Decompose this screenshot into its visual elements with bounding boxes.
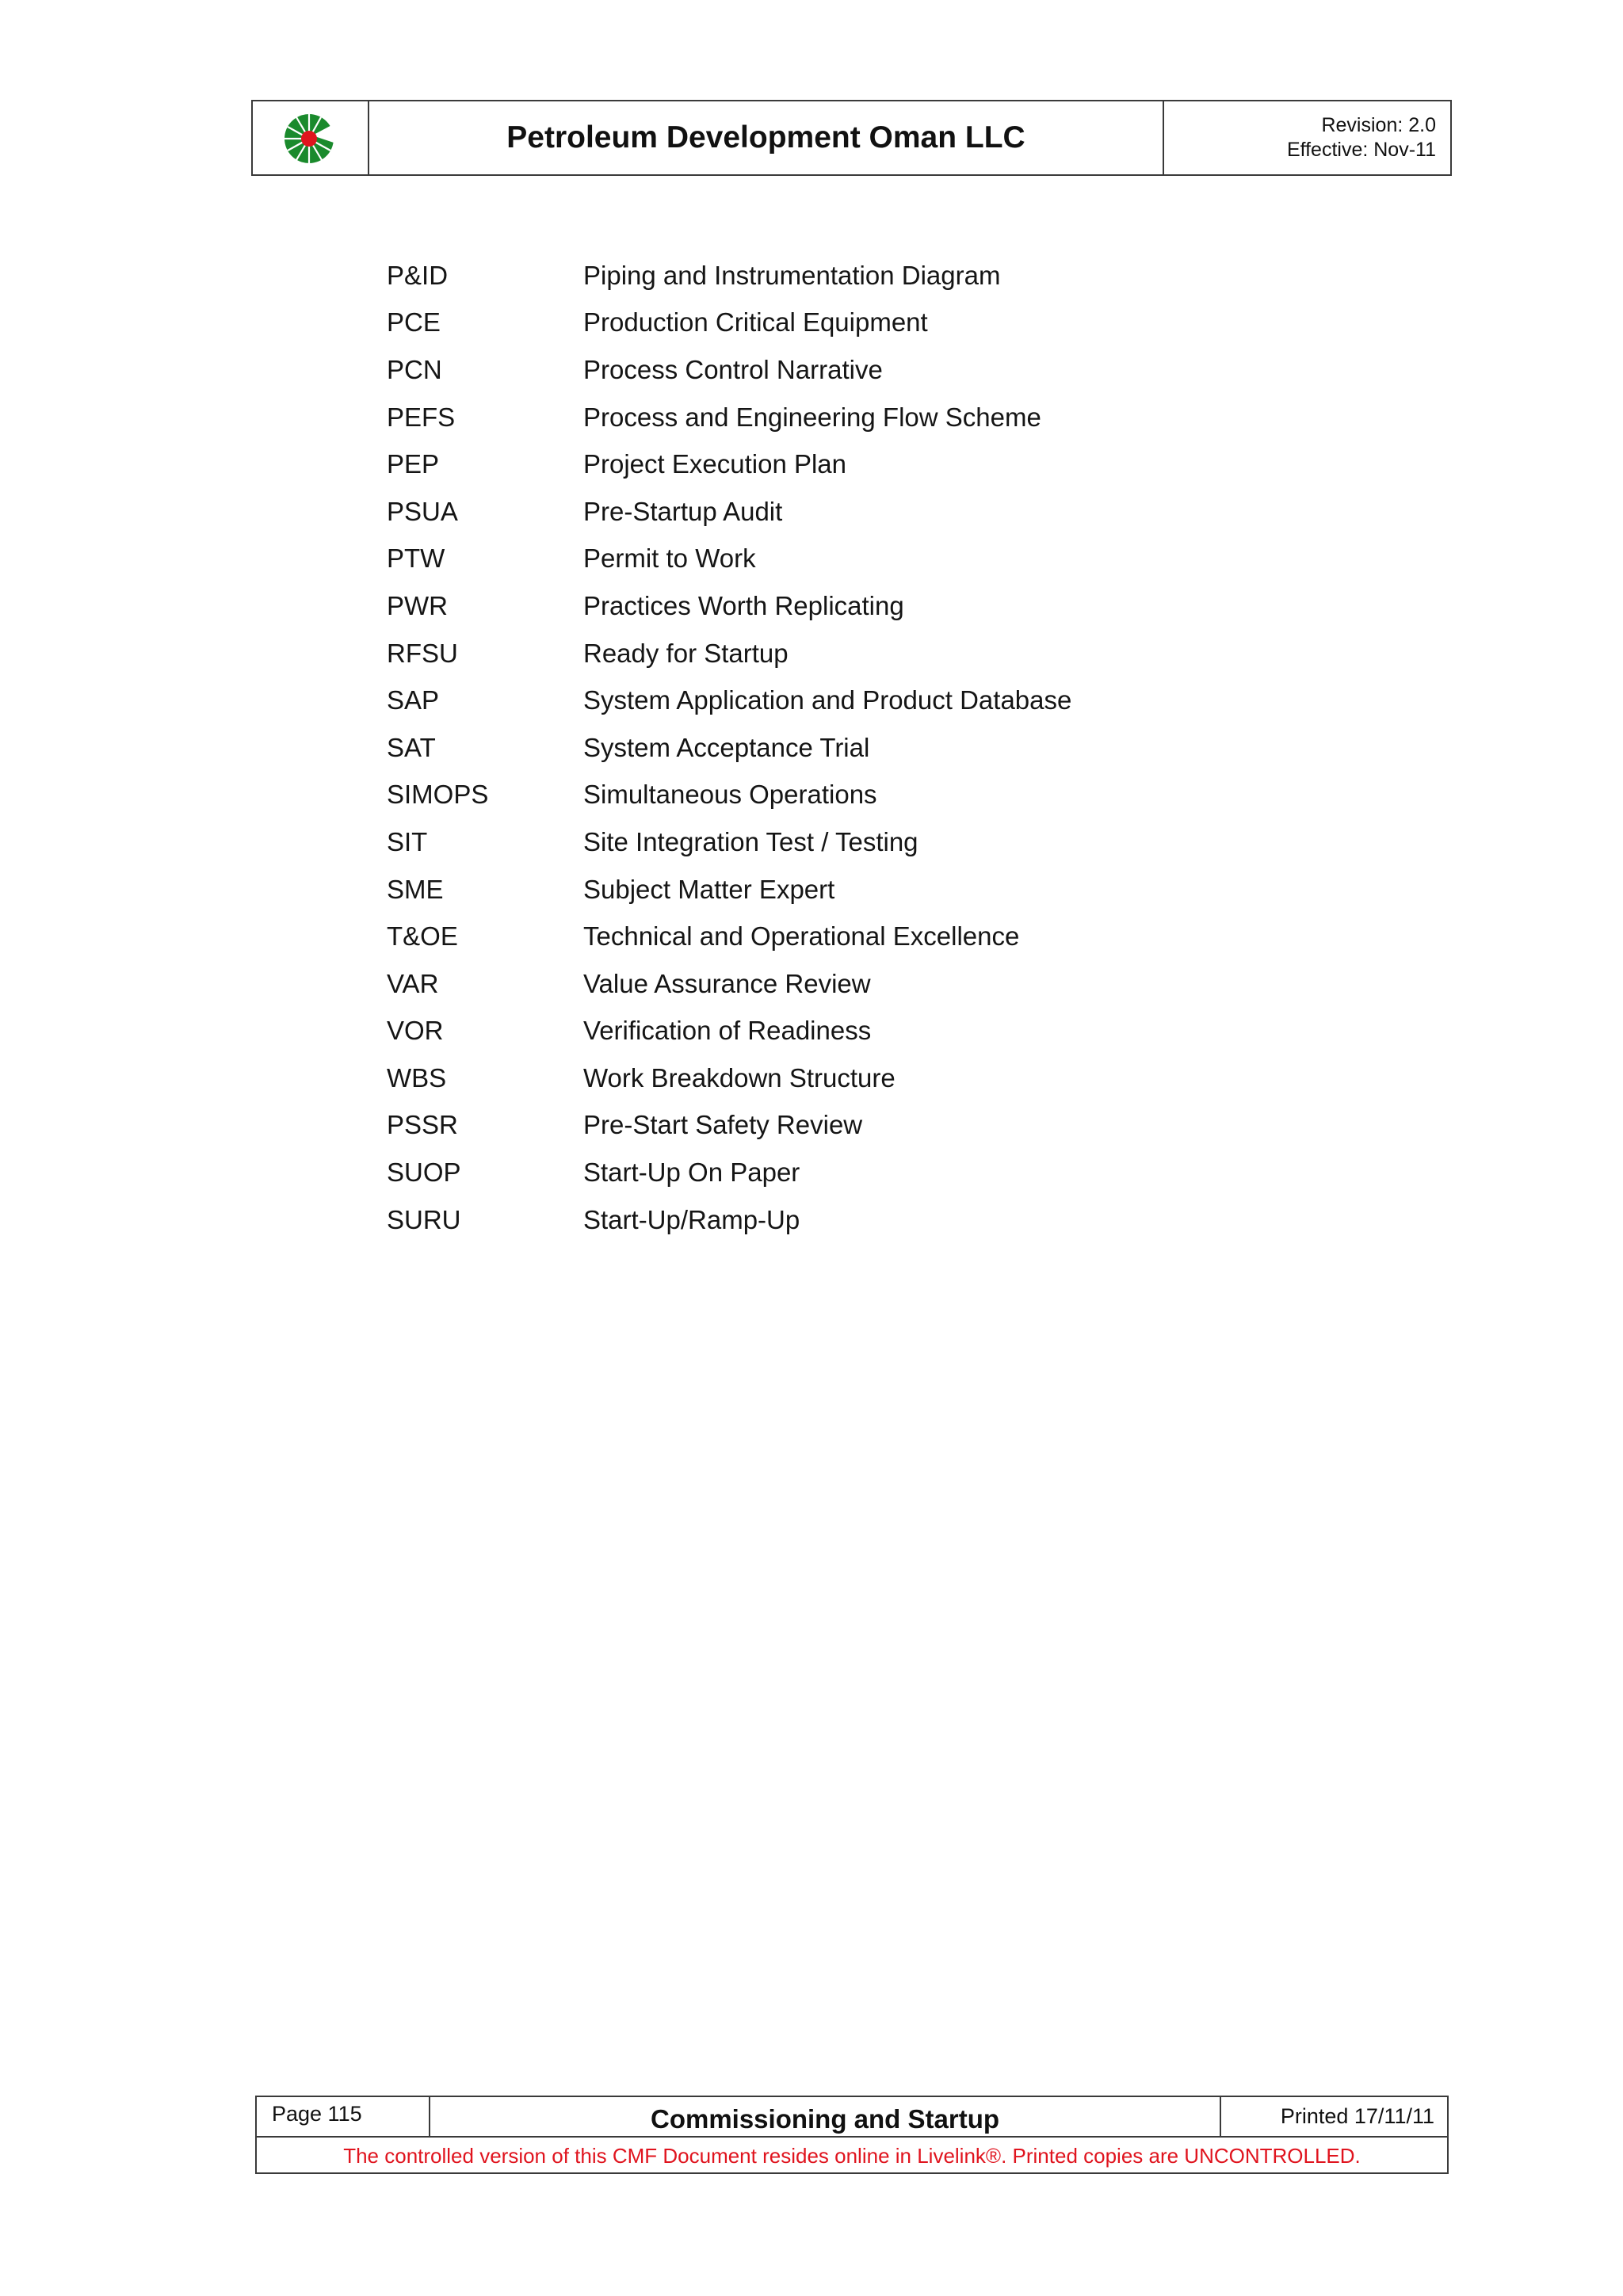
list-item	[387, 394, 1258, 441]
abbreviation-code: PWR	[387, 590, 448, 620]
abbreviation-code: VAR	[387, 968, 439, 998]
page-footer	[255, 2096, 1449, 2174]
abbreviation-description: Ready for Startup	[583, 638, 789, 668]
abbreviation-description: Process Control Narrative	[583, 354, 883, 384]
abbreviation-description: Practices Worth Replicating	[583, 590, 904, 620]
abbreviation-description: Site Integration Test / Testing	[583, 826, 918, 856]
abbreviation-code: PSSR	[387, 1110, 458, 1140]
abbreviation-code: RFSU	[387, 638, 458, 668]
abbreviation-code: SIT	[387, 826, 428, 856]
abbreviation-description: Start-Up On Paper	[583, 1158, 800, 1188]
footer-top-row	[257, 2097, 1447, 2138]
list-item	[387, 299, 1258, 347]
abbreviation-code: VOR	[387, 1016, 444, 1046]
abbreviation-code: PCE	[387, 307, 441, 338]
abbreviation-code: SURU	[387, 1204, 461, 1234]
abbreviation-code: SIMOPS	[387, 780, 489, 810]
abbreviation-code: SAT	[387, 732, 436, 762]
list-item	[387, 1102, 1258, 1150]
abbreviation-code: PEP	[387, 449, 440, 479]
abbreviation-list	[387, 252, 1258, 1243]
list-item	[387, 1055, 1258, 1102]
abbreviation-description: Project Execution Plan	[583, 449, 847, 479]
abbreviation-description: Process and Engineering Flow Scheme	[583, 402, 1041, 432]
list-item	[387, 582, 1258, 630]
list-item	[387, 960, 1258, 1008]
uncontrolled-notice: The controlled version of this CMF Document resides online in Livelink®. Printed copies are UNCONTROLLED.	[343, 2143, 1361, 2168]
company-name: Petroleum Development Oman LLC	[369, 101, 1164, 174]
list-item	[387, 346, 1258, 394]
list-item	[387, 252, 1258, 299]
abbreviation-description: System Acceptance Trial	[583, 732, 870, 762]
abbreviation-description: Pre-Startup Audit	[583, 496, 783, 526]
effective-date: Effective: Nov-11	[1286, 139, 1436, 161]
abbreviation-description: Start-Up/Ramp-Up	[583, 1204, 800, 1234]
abbreviation-description: Verification of Readiness	[583, 1016, 872, 1046]
abbreviation-description: Production Critical Equipment	[583, 307, 928, 338]
abbreviation-description: Simultaneous Operations	[583, 780, 877, 810]
abbreviation-description: Pre-Start Safety Review	[583, 1110, 863, 1140]
abbreviation-description: Subject Matter Expert	[583, 874, 835, 904]
abbreviation-code: PSUA	[387, 496, 458, 526]
list-item	[387, 1008, 1258, 1055]
abbreviation-description: Piping and Instrumentation Diagram	[583, 260, 1001, 290]
list-item	[387, 488, 1258, 536]
page-header	[251, 100, 1452, 176]
pdo-logo-icon	[279, 110, 342, 166]
abbreviation-code: PTW	[387, 543, 445, 574]
abbreviation-description: System Application and Product Database	[583, 685, 1072, 715]
abbreviation-description: Permit to Work	[583, 543, 756, 574]
list-item	[387, 724, 1258, 772]
revision-label: Revision: 2.0	[1321, 114, 1436, 136]
abbreviation-code: SME	[387, 874, 444, 904]
list-item	[387, 536, 1258, 583]
abbreviation-code: SUOP	[387, 1158, 461, 1188]
list-item	[387, 772, 1258, 819]
abbreviation-code: T&OE	[387, 921, 458, 952]
list-item	[387, 677, 1258, 724]
page-number: Page 115	[257, 2097, 430, 2136]
logo-cell	[253, 101, 369, 174]
list-item	[387, 441, 1258, 488]
list-item	[387, 818, 1258, 866]
abbreviation-code: PCN	[387, 354, 442, 384]
list-item	[387, 630, 1258, 677]
abbreviation-description: Work Breakdown Structure	[583, 1062, 896, 1093]
document-title: Commissioning and Startup	[430, 2097, 1221, 2136]
list-item	[387, 913, 1258, 960]
abbreviation-code: P&ID	[387, 260, 449, 290]
abbreviation-code: PEFS	[387, 402, 456, 432]
printed-date: Printed 17/11/11	[1280, 2104, 1434, 2128]
abbreviation-code: WBS	[387, 1062, 447, 1093]
list-item	[387, 1149, 1258, 1196]
list-item	[387, 866, 1258, 913]
revision-block	[1164, 101, 1450, 174]
list-item	[387, 1196, 1258, 1244]
abbreviation-description: Technical and Operational Excellence	[583, 921, 1020, 952]
abbreviation-code: SAP	[387, 685, 440, 715]
abbreviation-description: Value Assurance Review	[583, 968, 871, 998]
